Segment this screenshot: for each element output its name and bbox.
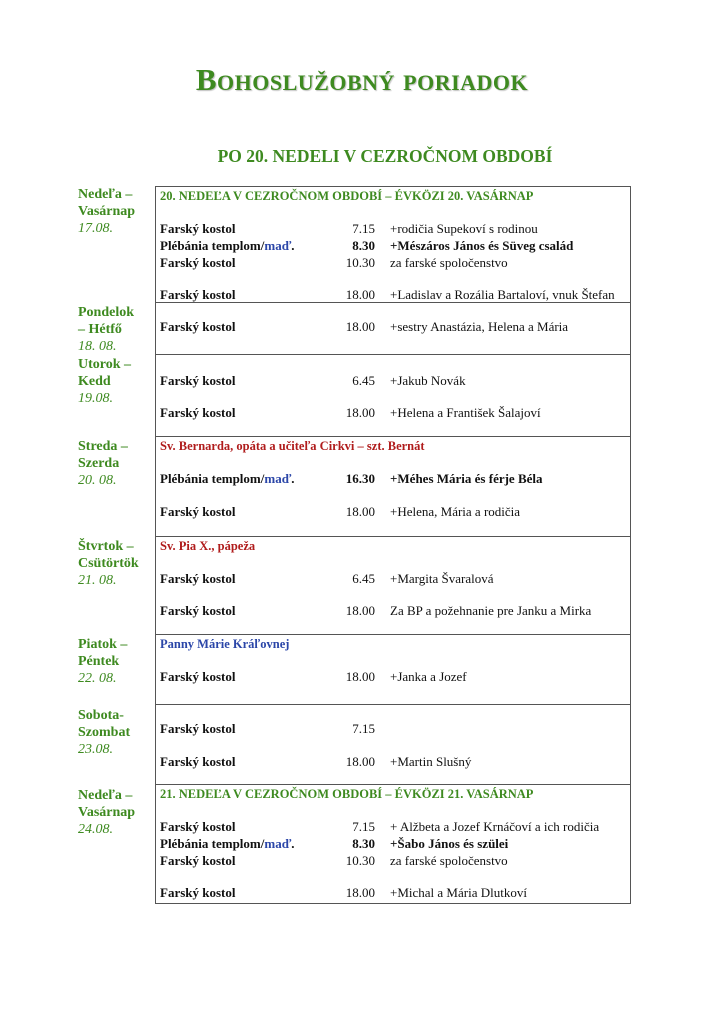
mass-row: [156, 471, 630, 488]
mass-place: Farský kostol: [160, 287, 236, 302]
mass-intention: za farské spoločenstvo: [390, 255, 508, 270]
day-label: [78, 538, 153, 589]
day-date: 20. 08.: [78, 473, 117, 488]
day-name-hu: Vasárnap: [78, 204, 136, 219]
mass-intention: + Alžbeta a Jozef Krnáčoví a ich rodičia: [390, 819, 600, 834]
page-title: Bohoslužobný poriadok: [195, 62, 529, 97]
place-end: .: [291, 836, 295, 851]
day-name-sk: Nedeľa –: [78, 187, 133, 202]
day-name-sk: Piatok –: [78, 637, 128, 652]
mass-intention: za farské spoločenstvo: [390, 853, 508, 868]
mass-row: [156, 405, 630, 422]
mass-time: 18.00: [345, 603, 375, 618]
mass-time: 18.00: [345, 504, 375, 519]
mass-place: Farský kostol: [160, 221, 236, 236]
mass-time: 18.00: [345, 754, 375, 769]
day-name-hu: – Hétfő: [78, 322, 122, 337]
day-name-sk: Streda –: [78, 439, 128, 454]
mass-time: 6.45: [352, 373, 375, 388]
mass-row: [156, 255, 630, 272]
day-schedule-box: [155, 784, 631, 904]
mass-intention: +Helena, Mária a rodičia: [390, 504, 521, 519]
day-schedule-box: [155, 436, 631, 537]
day-date: 17.08.: [78, 221, 113, 236]
mass-row: [156, 721, 630, 738]
mass-intention: +sestry Anastázia, Helena a Mária: [390, 319, 569, 334]
day-name-hu: Vasárnap: [78, 805, 136, 820]
day-label: [78, 787, 153, 838]
day-schedule-box: [155, 634, 631, 705]
day-name-hu: Szombat: [78, 725, 131, 740]
mass-intention: +Martin Slušný: [390, 754, 472, 769]
day-date: 24.08.: [78, 822, 113, 837]
mass-row: [156, 669, 630, 686]
mass-time: 18.00: [345, 885, 375, 900]
page-subtitle: PO 20. NEDELI V CEZROČNOM OBDOBÍ: [217, 146, 553, 166]
mass-row: [156, 853, 630, 870]
mass-row: [156, 819, 630, 836]
mass-time: 6.45: [352, 571, 375, 586]
mass-time: 10.30: [345, 853, 375, 868]
day-name-hu: Szerda: [78, 456, 120, 471]
mass-place: Farský kostol: [160, 721, 236, 736]
day-name-hu: Péntek: [78, 654, 120, 669]
day-label: [78, 304, 153, 355]
mass-row: [156, 571, 630, 588]
language-tag: maď: [264, 238, 292, 253]
mass-time: 16.30: [345, 471, 375, 486]
mass-time: 10.30: [345, 255, 375, 270]
mass-place: Farský kostol: [160, 885, 236, 900]
mass-row: [156, 373, 630, 390]
day-name-hu: Kedd: [78, 374, 111, 389]
mass-intention: Za BP a požehnanie pre Janku a Mirka: [390, 603, 592, 618]
day-date: 22. 08.: [78, 671, 117, 686]
mass-place: Farský kostol: [160, 669, 236, 684]
mass-time: 18.00: [345, 287, 375, 302]
language-tag: maď: [264, 836, 292, 851]
mass-place: [160, 471, 294, 487]
mass-time: 18.00: [345, 405, 375, 420]
mass-time: 8.30: [352, 836, 375, 851]
mass-time: 8.30: [352, 238, 375, 253]
mass-place: Farský kostol: [160, 504, 236, 519]
feast-title: 21. NEDEĽA V CEZROČNOM OBDOBÍ – ÉVKÖZI 21. VASÁRNAP: [160, 787, 534, 801]
day-name-sk: Štvrtok –: [78, 539, 134, 554]
mass-place: [160, 238, 294, 254]
feast-title: Sv. Pia X., pápeža: [160, 539, 256, 553]
day-schedule-box: [155, 704, 631, 785]
mass-intention: +Michal a Mária Dlutkoví: [390, 885, 527, 900]
mass-intention: +Janka a Jozef: [390, 669, 467, 684]
place-name: Plébánia templom/: [160, 836, 265, 851]
feast-title: Panny Márie Kráľovnej: [160, 637, 290, 651]
day-date: 19.08.: [78, 391, 113, 406]
place-end: .: [291, 238, 295, 253]
mass-intention: +Jakub Novák: [390, 373, 466, 388]
day-label: [78, 636, 153, 687]
feast-title: 20. NEDEĽA V CEZROČNOM OBDOBÍ – ÉVKÖZI 20. VASÁRNAP: [160, 189, 534, 203]
mass-place: Farský kostol: [160, 853, 236, 868]
day-label: [78, 438, 153, 489]
mass-place: [160, 836, 294, 852]
mass-place: Farský kostol: [160, 603, 236, 618]
mass-place: Farský kostol: [160, 819, 236, 834]
day-label: [78, 186, 153, 237]
place-name: Plébánia templom/: [160, 238, 265, 253]
language-tag: maď: [264, 471, 292, 486]
mass-row: [156, 504, 630, 521]
mass-intention: +Ladislav a Rozália Bartaloví, vnuk Štefan: [390, 287, 615, 302]
mass-time: 18.00: [345, 669, 375, 684]
mass-intention: +Helena a František Šalajoví: [390, 405, 541, 420]
mass-row: [156, 836, 630, 853]
mass-row: [156, 885, 630, 902]
place-end: .: [291, 471, 295, 486]
day-label: [78, 707, 153, 758]
mass-place: Farský kostol: [160, 571, 236, 586]
day-schedule-box: [155, 302, 631, 355]
day-schedule-box: [155, 186, 631, 303]
day-name-sk: Nedeľa –: [78, 788, 133, 803]
mass-intention: +Méhes Mária és férje Béla: [390, 471, 543, 486]
mass-place: Farský kostol: [160, 319, 236, 334]
mass-intention: +Margita Švaralová: [390, 571, 494, 586]
mass-row: [156, 319, 630, 336]
day-date: 23.08.: [78, 742, 113, 757]
mass-intention: +Šabo János és szülei: [390, 836, 509, 851]
mass-row: [156, 754, 630, 771]
mass-row: [156, 221, 630, 238]
day-name-hu: Csütörtök: [78, 556, 139, 571]
mass-time: 7.15: [352, 221, 375, 236]
mass-intention: +Mészáros János és Süveg család: [390, 238, 574, 253]
day-schedule-box: [155, 354, 631, 437]
mass-time: 7.15: [352, 721, 375, 736]
mass-place: Farský kostol: [160, 754, 236, 769]
mass-place: Farský kostol: [160, 405, 236, 420]
day-date: 18. 08.: [78, 339, 117, 354]
day-label: [78, 356, 153, 407]
mass-place: Farský kostol: [160, 255, 236, 270]
place-name: Plébánia templom/: [160, 471, 265, 486]
feast-title: Sv. Bernarda, opáta a učiteľa Cirkvi – szt. Bernát: [160, 439, 425, 453]
mass-row: [156, 603, 630, 620]
day-name-sk: Pondelok: [78, 305, 135, 320]
day-name-sk: Sobota-: [78, 708, 124, 723]
mass-place: Farský kostol: [160, 373, 236, 388]
day-schedule-box: [155, 536, 631, 635]
mass-intention: +rodičia Supekoví s rodinou: [390, 221, 538, 236]
day-name-sk: Utorok –: [78, 357, 132, 372]
mass-time: 18.00: [345, 319, 375, 334]
mass-row: [156, 238, 630, 255]
day-date: 21. 08.: [78, 573, 117, 588]
mass-time: 7.15: [352, 819, 375, 834]
